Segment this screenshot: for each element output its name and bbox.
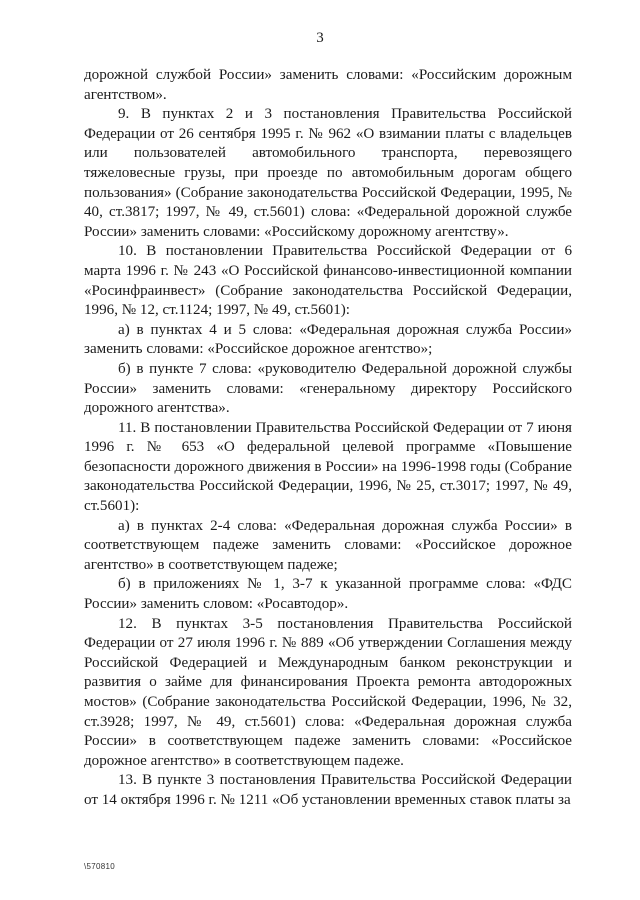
document-body xyxy=(84,66,572,811)
paragraph-item-10a: а) в пунктах 4 и 5 слова: «Федеральная дорожная служба России» заменить словами: «Российское дорожное агентство»; xyxy=(84,321,572,358)
paragraph-item-11: 11. В постановлении Правительства Российской Федерации от 7 июня 1996 г. № 653 «О федеральной целевой программе «Повышение безопасности дорожного движения в России» на 1996-1998 годы (Собрание законодательства Российской Федерации, 1996, № 25, ст.3017; 1997, № 49, ст.5601): xyxy=(84,419,572,515)
paragraph-item-13: 13. В пункте 3 постановления Правительства Российской Федерации от 14 октября 1996 г. № 1211 «Об установлении временных ставок платы за xyxy=(84,772,572,808)
paragraph-item-9: 9. В пунктах 2 и 3 постановления Правительства Российской Федерации от 26 сентября 1995 г. № 962 «О взимании платы с владельцев или пользователей автомобильного транспорта, перевозящего тяжеловесные грузы, при проезде по автомобильным дорогам общего пользования» (Собрание законодательства Российской Федерации, 1995, № 40, ст.3817; 1997, № 49, ст.5601) слова: «Федеральной дорожной службе России» заменить словами: «Российскому дорожному агентству». xyxy=(84,106,572,240)
paragraph-item-11a: а) в пунктах 2-4 слова: «Федеральная дорожная служба России» в соответствующем падеже заменить словами: «Российское дорожное агентство» в соответствующем падеже; xyxy=(84,517,572,573)
paragraph-item-10: 10. В постановлении Правительства Российской Федерации от 6 марта 1996 г. № 243 «О Российской финансово-инвестиционной компании «Росинфраинвест» (Собрание законодательства Российской Федерации, 1996, № 12, ст.1124; 1997, № 49, ст.5601): xyxy=(84,243,572,319)
paragraph-continuation: дорожной службой России» заменить словами: «Российским дорожным агентством». xyxy=(84,67,572,103)
document-footer-code: \570810 xyxy=(84,862,116,871)
page-number: 3 xyxy=(316,30,324,46)
paragraph-item-10b: б) в пункте 7 слова: «руководителю Федеральной дорожной службы России» заменить словами: «генеральному директору Российского дорожного агентства». xyxy=(84,360,572,417)
paragraph-item-12: 12. В пунктах 3-5 постановления Правительства Российской Федерации от 27 июля 1996 г. № 889 «Об утверждении Соглашения между Российской Федерацией и Международным банком реконструкции и развития о займе для финансирования Проекта ремонта автодорожных мостов» (Собрание законодательства Российской Федерации, 1996, № 32, ст.3928; 1997, № 49, ст.5601) слова: «Федеральная дорожная служба России» в соответствующем падеже заменить словами: «Российское дорожное агентство» в соответствующем падеже. xyxy=(84,615,572,769)
paragraph-item-11b: б) в приложениях № 1, 3-7 к указанной программе слова: «ФДС России» заменить словом: «Росавтодор». xyxy=(84,576,572,613)
